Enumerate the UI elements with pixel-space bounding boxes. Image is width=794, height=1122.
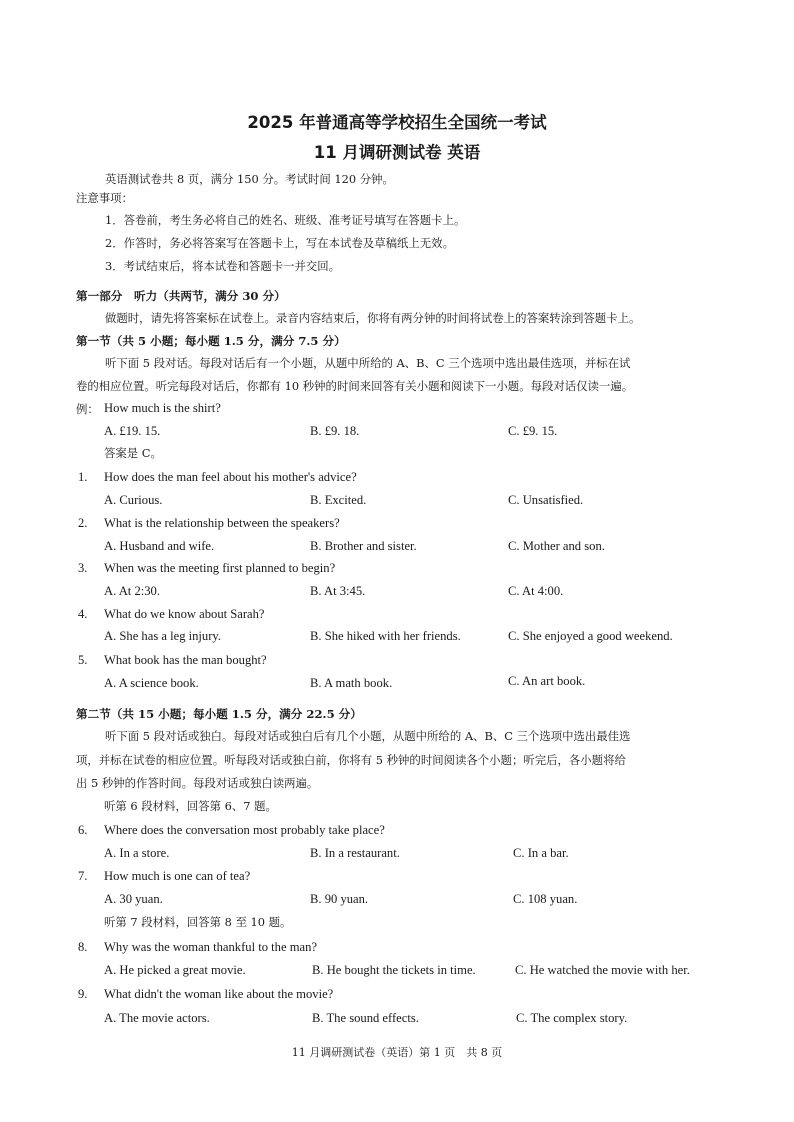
question-text: Where does the conversation most probably take place? — [104, 823, 385, 837]
option-c: C. At 4:00. — [508, 584, 564, 598]
example-answer: 答案是 C。 — [104, 446, 162, 460]
option-b: B. In a restaurant. — [310, 846, 400, 860]
section2-instruction: 出 5 秒钟的作答时间。每段对话或独白读两遍。 — [76, 776, 319, 790]
option-b: B. 90 yuan. — [310, 892, 369, 906]
question-number: 9. — [78, 987, 88, 1001]
question-number: 4. — [78, 607, 88, 621]
question-number: 3. — [78, 561, 88, 575]
exam-title: 2025 年普通高等学校招生全国统一考试 — [247, 113, 547, 132]
option-a: A. He picked a great movie. — [104, 963, 246, 977]
option-c: C. Unsatisfied. — [508, 493, 584, 507]
question-text: What book has the man bought? — [104, 653, 267, 667]
option-c: C. 108 yuan. — [513, 892, 578, 906]
option-b: B. Brother and sister. — [310, 539, 417, 553]
part1-heading: 第一部分 听力（共两节，满分 30 分） — [76, 289, 286, 303]
question-number: 2. — [78, 516, 88, 530]
note-item: 1．答卷前，考生务必将自己的姓名、班级、准考证号填写在答题卡上。 — [105, 213, 466, 227]
section2-heading: 第二节（共 15 小题；每小题 1.5 分，满分 22.5 分） — [76, 707, 362, 721]
question-number: 8. — [78, 940, 88, 954]
option-c: C. An art book. — [508, 674, 586, 688]
page-footer: 11 月调研测试卷（英语）第 1 页 共 8 页 — [291, 1046, 503, 1059]
question-text: Why was the woman thankful to the man? — [104, 940, 317, 954]
option-a: A. 30 yuan. — [104, 892, 163, 906]
question-text: How much is one can of tea? — [104, 869, 251, 883]
section1-instruction: 听下面 5 段对话。每段对话后有一个小题，从题中所给的 A、B、C 三个选项中选出最佳选项，并标在试 — [105, 356, 631, 370]
question-number: 7. — [78, 869, 88, 883]
option-a: A. In a store. — [104, 846, 170, 860]
option-a: A. She has a leg injury. — [104, 629, 222, 643]
option-b: B. Excited. — [310, 493, 367, 507]
section1-instruction: 卷的相应位置。听完每段对话后，你都有 10 秒钟的时间来回答有关小题和阅读下一小题。每段对话仅读一遍。 — [76, 379, 634, 393]
option-c: C. In a bar. — [513, 846, 569, 860]
question-text: What is the relationship between the speakers? — [104, 516, 340, 530]
question-number: 1. — [78, 470, 88, 484]
note-item: 2．作答时，务必将答案写在答题卡上，写在本试卷及草稿纸上无效。 — [105, 236, 454, 250]
example-option-b: B. £9. 18. — [310, 424, 360, 438]
option-c: C. Mother and son. — [508, 539, 605, 553]
option-c: C. The complex story. — [516, 1011, 628, 1025]
note-item: 3．考试结束后，将本试卷和答题卡一并交回。 — [105, 259, 341, 273]
option-b: B. She hiked with her friends. — [310, 629, 461, 643]
notes-heading: 注意事项： — [76, 191, 133, 205]
question-text: What do we know about Sarah? — [104, 607, 265, 621]
example-label: 例： — [76, 402, 99, 416]
section2-instruction: 听下面 5 段对话或独白。每段对话或独白后有几个小题，从题中所给的 A、B、C 三个选项中选出最佳选 — [105, 729, 631, 743]
section2-instruction: 项，并标在试卷的相应位置。听每段对话或独白前，你将有 5 秒钟的时间阅读各个小题；听完后，各小题将给 — [76, 753, 626, 767]
option-c: C. He watched the movie with her. — [515, 963, 690, 977]
material-note: 听第 7 段材料，回答第 8 至 10 题。 — [104, 915, 292, 929]
option-b: B. A math book. — [310, 676, 393, 690]
option-b: B. The sound effects. — [312, 1011, 419, 1025]
example-option-c: C. £9. 15. — [508, 424, 558, 438]
option-c: C. She enjoyed a good weekend. — [508, 629, 673, 643]
option-b: B. At 3:45. — [310, 584, 366, 598]
example-option-a: A. £19. 15. — [104, 424, 161, 438]
option-a: A. A science book. — [104, 676, 199, 690]
exam-info: 英语测试卷共 8 页，满分 150 分。考试时间 120 分钟。 — [105, 172, 394, 186]
option-a: A. Husband and wife. — [104, 539, 215, 553]
example-question: How much is the shirt? — [104, 401, 221, 415]
question-text: When was the meeting first planned to begin? — [104, 561, 336, 575]
section1-heading: 第一节（共 5 小题；每小题 1.5 分，满分 7.5 分） — [76, 334, 346, 348]
option-a: A. At 2:30. — [104, 584, 160, 598]
question-number: 6. — [78, 823, 88, 837]
question-text: What didn't the woman like about the movie? — [104, 987, 334, 1001]
option-a: A. Curious. — [104, 493, 163, 507]
material-note: 听第 6 段材料，回答第 6、7 题。 — [104, 799, 277, 813]
option-b: B. He bought the tickets in time. — [312, 963, 476, 977]
option-a: A. The movie actors. — [104, 1011, 210, 1025]
exam-subtitle: 11 月调研测试卷 英语 — [313, 143, 481, 162]
part1-instruction: 做题时，请先将答案标在试卷上。录音内容结束后，你将有两分钟的时间将试卷上的答案转涂到答题卡上。 — [105, 311, 641, 325]
question-number: 5. — [78, 653, 88, 667]
question-text: How does the man feel about his mother's advice? — [104, 470, 357, 484]
